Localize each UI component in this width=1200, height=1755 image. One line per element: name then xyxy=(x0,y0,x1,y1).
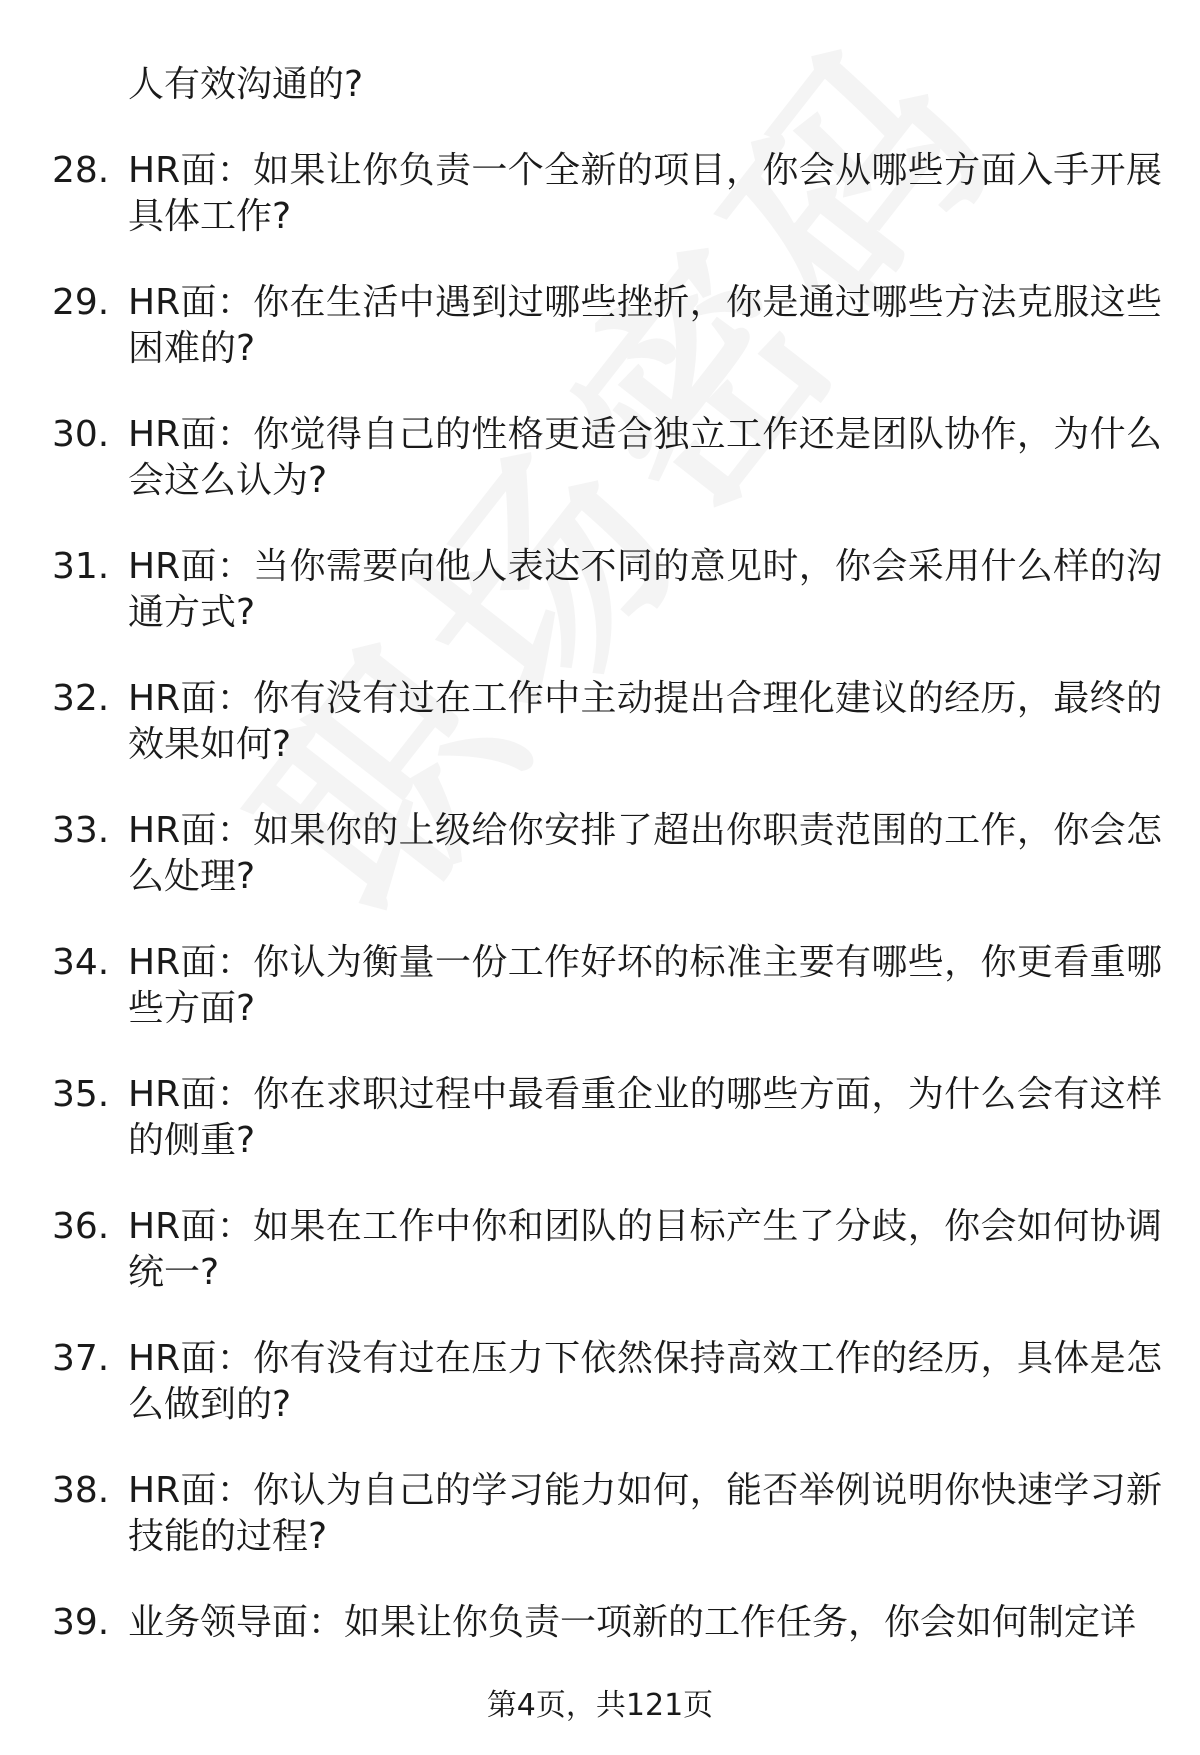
question-number: 39. xyxy=(52,1602,110,1643)
question-text: HR面：你觉得自己的性格更适合独立工作还是团队协作，为什么会这么认为? xyxy=(128,414,1162,501)
question-item xyxy=(52,412,1162,504)
question-text: HR面：你在生活中遇到过哪些挫折，你是通过哪些方法克服这些困难的? xyxy=(128,282,1162,369)
question-number: 34. xyxy=(52,942,110,983)
question-text: 业务领导面：如果让你负责一项新的工作任务，你会如何制定详 xyxy=(128,1602,1137,1643)
question-item xyxy=(52,1600,1162,1646)
question-text: HR面：如果在工作中你和团队的目标产生了分歧，你会如何协调统一? xyxy=(128,1206,1162,1293)
question-text: HR面：你认为自己的学习能力如何，能否举例说明你快速学习新技能的过程? xyxy=(128,1470,1162,1557)
question-item xyxy=(52,940,1162,1032)
question-list xyxy=(52,62,1162,1646)
question-number: 28. xyxy=(52,150,110,191)
question-number: 36. xyxy=(52,1206,110,1247)
question-text: HR面：你在求职过程中最看重企业的哪些方面，为什么会有这样的侧重? xyxy=(128,1074,1162,1161)
question-text: HR面：你认为衡量一份工作好坏的标准主要有哪些，你更看重哪些方面? xyxy=(128,942,1162,1029)
question-text: HR面：如果你的上级给你安排了超出你职责范围的工作，你会怎么处理? xyxy=(128,810,1162,897)
question-text: HR面：如果让你负责一个全新的项目，你会从哪些方面入手开展具体工作? xyxy=(128,150,1162,237)
question-number: 35. xyxy=(52,1074,110,1115)
question-number: 33. xyxy=(52,810,110,851)
question-text: HR面：你有没有过在压力下依然保持高效工作的经历，具体是怎么做到的? xyxy=(128,1338,1162,1425)
continuation-line: 人有效沟通的? xyxy=(128,64,364,105)
question-number: 31. xyxy=(52,546,110,587)
question-item xyxy=(52,1204,1162,1296)
question-item xyxy=(52,280,1162,372)
question-number: 30. xyxy=(52,414,110,455)
question-number: 37. xyxy=(52,1338,110,1379)
question-item xyxy=(52,148,1162,240)
question-item xyxy=(52,1336,1162,1428)
question-text: HR面：你有没有过在工作中主动提出合理化建议的经历，最终的效果如何? xyxy=(128,678,1162,765)
question-item xyxy=(52,808,1162,900)
question-item xyxy=(52,676,1162,768)
question-number: 32. xyxy=(52,678,110,719)
question-item xyxy=(52,1468,1162,1560)
question-item xyxy=(52,1072,1162,1164)
question-number: 29. xyxy=(52,282,110,323)
page-footer: 第4页，共121页 xyxy=(486,1688,714,1723)
question-item xyxy=(52,544,1162,636)
question-text: HR面：当你需要向他人表达不同的意见时，你会采用什么样的沟通方式? xyxy=(128,546,1162,633)
question-number: 38. xyxy=(52,1470,110,1511)
